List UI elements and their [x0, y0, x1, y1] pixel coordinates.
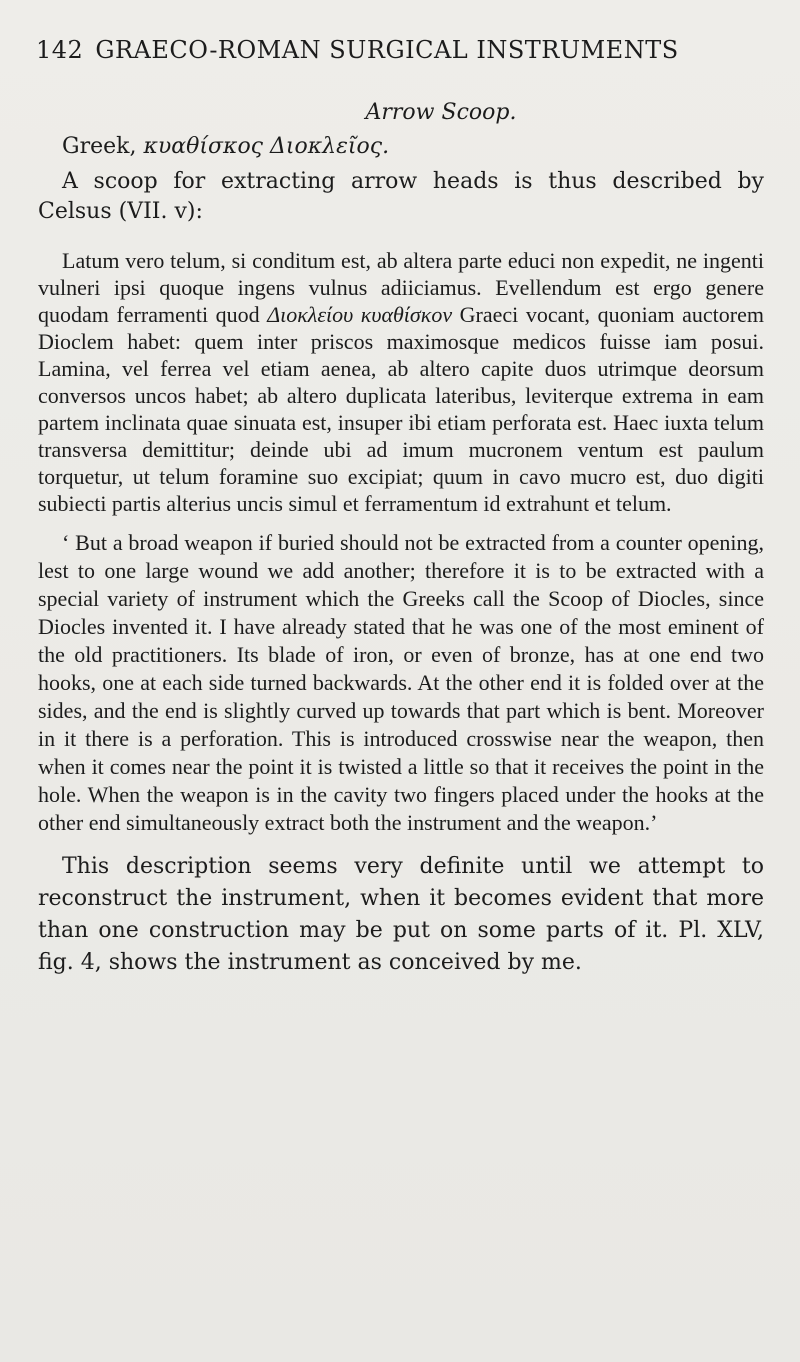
section-title: Arrow Scoop.: [365, 100, 517, 125]
translation-paragraph: ‘ But a broad weapon if buried should not be extracted from a counter opening, lest to one large wound we add another; therefore it is to be extracted with a special variety of instrument which the Greeks call the Scoop of Diocles, since Diocles invented it. I have already stated that he was one of the most eminent of the old practitioners. Its blade of iron, or even of bronze, has at one end two hooks, one at each side turned backwards. At the other end it is folded over at the sides, and the end is slightly curved up towards that part which is bent. Moreover in it there is a perforation. This is introduced crosswise near the weapon, then when it comes near the point it is twisted a little so that it receives the point in the hole. When the weapon is in the cavity two fingers placed under the hooks at the other end simultaneously extract both the instrument and the weapon.’: [38, 530, 764, 835]
page-number: 142: [36, 36, 84, 64]
page-content: [38, 100, 764, 979]
intro-paragraph: A scoop for extracting arrow heads is thus described by Celsus (VII. v):: [38, 169, 764, 224]
greek-name-line: [62, 131, 764, 163]
greek-label: Greek,: [62, 134, 137, 159]
latin-quotation: [38, 247, 764, 517]
running-title: GRAECO-ROMAN SURGICAL INSTRUMENTS: [95, 36, 679, 64]
latin-greek-term: Διοκλείου κυαθίσκον: [267, 302, 453, 327]
running-head: [36, 36, 766, 64]
latin-text-part2: Graeci vocant, quoniam auctorem Dioclem habet: quem inter priscos maximosque medicos fuisse iam posui. Lamina, vel ferrea vel etiam aenea, ab altero capite duos utrimque deorsum conversos uncos habet; ab altero duplicata lateribus, leviterque extrema in eam partem inclinata quae sinuata est, insuper ibi etiam perforata est. Haec iuxta telum transversa demittitur; deinde ubi ad imum mucronem ventum est paulum torquetur, ut telum foramine suo excipiat; quum in cavo mucro est, duo digiti subiecti partis alterius uncis simul et ferramentum id extrahunt et telum.: [38, 302, 764, 516]
closing-paragraph: This description seems very definite until we attempt to reconstruct the instrument, when it becomes evident that more than one construction may be put on some parts of it. Pl. XLV, fig. 4, shows the instrument as conceived by me.: [38, 854, 764, 975]
greek-name: κυαθίσκος Διοκλεῖος.: [143, 134, 390, 159]
latin-text-part1: Latum vero telum, si conditum est, ab altera parte educi non expedit, ne ingenti vulneri ipsi quoque ingens vulnus adiiciamus. Evellendum est ergo genere quodam ferramenti quod: [38, 248, 764, 327]
